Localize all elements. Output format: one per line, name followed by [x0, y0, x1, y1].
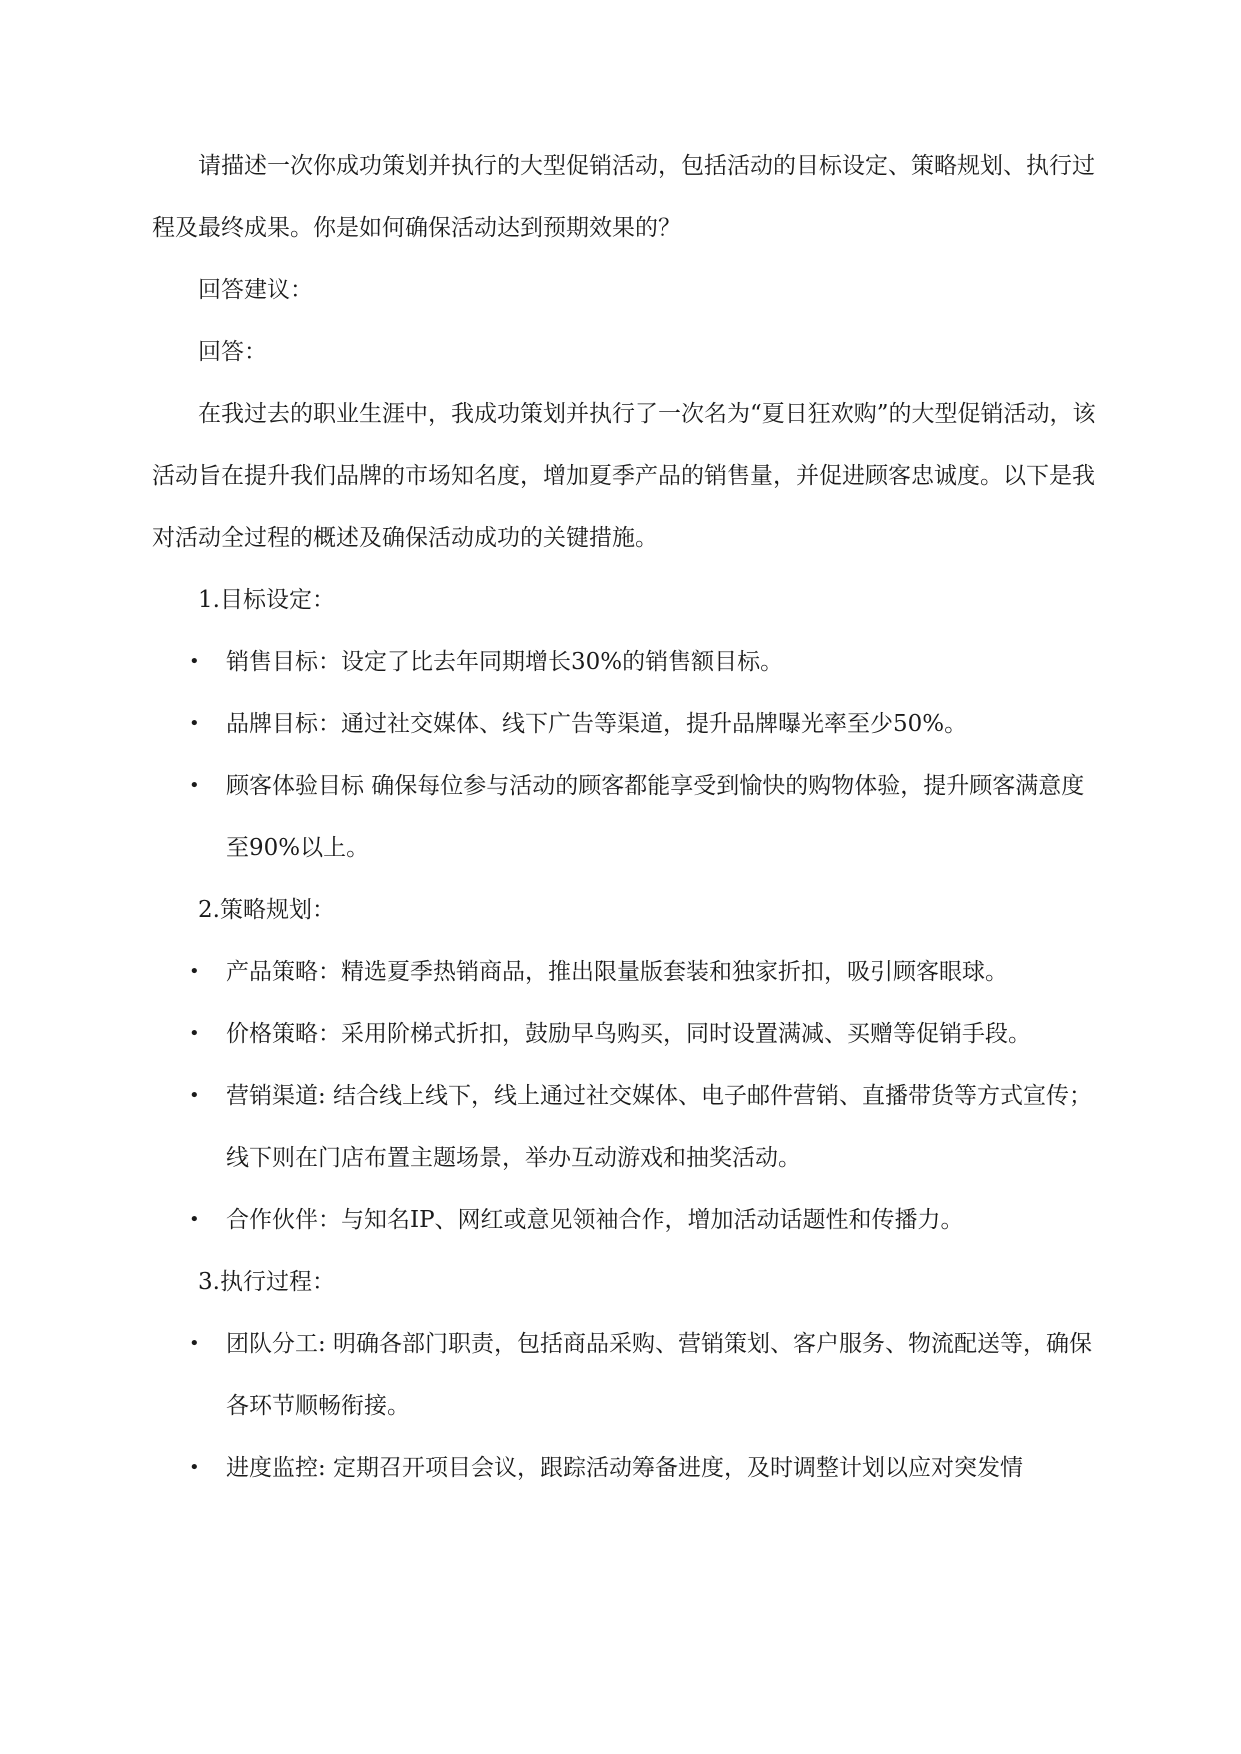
list-item-text: 顾客体验目标 确保每位参与活动的顾客都能享受到愉快的购物体验，提升顾客满意度至90%以上。 — [226, 773, 1085, 861]
section-heading-strategy: 2.策略规划： — [198, 897, 335, 923]
list-item — [152, 631, 1097, 693]
bullet-icon: • — [189, 1209, 200, 1230]
bullet-icon: • — [189, 1333, 200, 1354]
bullet-list-goals — [152, 631, 1097, 879]
list-item — [152, 1003, 1097, 1065]
list-item — [152, 693, 1097, 755]
list-item-text: 合作伙伴：与知名IP、网红或意见领袖合作，增加活动话题性和传播力。 — [226, 1207, 964, 1233]
bullet-icon: • — [189, 713, 200, 734]
bullet-icon: • — [189, 651, 200, 672]
list-item-text: 产品策略：精选夏季热销商品，推出限量版套装和独家折扣，吸引顾客眼球。 — [226, 959, 1008, 985]
question-paragraph: 请描述一次你成功策划并执行的大型促销活动，包括活动的目标设定、策略规划、执行过程及最终成果。你是如何确保活动达到预期效果的？ — [152, 153, 1095, 241]
answer-label: 回答： — [198, 339, 267, 365]
section-heading-execution: 3.执行过程： — [198, 1269, 335, 1295]
bullet-icon: • — [189, 1023, 200, 1044]
list-item-text: 价格策略：采用阶梯式折扣，鼓励早鸟购买，同时设置满减、买赠等促销手段。 — [226, 1021, 1031, 1047]
document-body — [152, 135, 1097, 1499]
list-item — [152, 1313, 1097, 1437]
advice-label: 回答建议： — [198, 277, 313, 303]
bullet-list-execution — [152, 1313, 1097, 1499]
bullet-list-strategy — [152, 941, 1097, 1251]
list-item — [152, 1437, 1097, 1499]
list-item-text: 营销渠道: 结合线上线下，线上通过社交媒体、电子邮件营销、直播带货等方式宣传；线下则在门店布置主题场景，举办互动游戏和抽奖活动。 — [226, 1083, 1093, 1171]
list-item — [152, 755, 1097, 879]
bullet-icon: • — [189, 1085, 200, 1106]
list-item-text: 进度监控: 定期召开项目会议，跟踪活动筹备进度，及时调整计划以应对突发情 — [226, 1455, 1024, 1481]
list-item-text: 销售目标：设定了比去年同期增长30%的销售额目标。 — [226, 649, 784, 675]
list-item-text: 品牌目标：通过社交媒体、线下广告等渠道，提升品牌曝光率至少50%。 — [226, 711, 968, 737]
list-item — [152, 941, 1097, 1003]
intro-paragraph: 在我过去的职业生涯中，我成功策划并执行了一次名为“夏日狂欢购”的大型促销活动，该活动旨在提升我们品牌的市场知名度，增加夏季产品的销售量，并促进顾客忠诚度。以下是我对活动全过程的概述及确保活动成功的关键措施。 — [152, 401, 1096, 551]
section-heading-goals: 1.目标设定： — [198, 587, 335, 613]
list-item-text: 团队分工: 明确各部门职责，包括商品采购、营销策划、客户服务、物流配送等，确保各环节顺畅衔接。 — [226, 1331, 1093, 1419]
bullet-icon: • — [189, 775, 200, 796]
list-item — [152, 1065, 1097, 1189]
bullet-icon: • — [189, 1457, 200, 1478]
list-item — [152, 1189, 1097, 1251]
bullet-icon: • — [189, 961, 200, 982]
